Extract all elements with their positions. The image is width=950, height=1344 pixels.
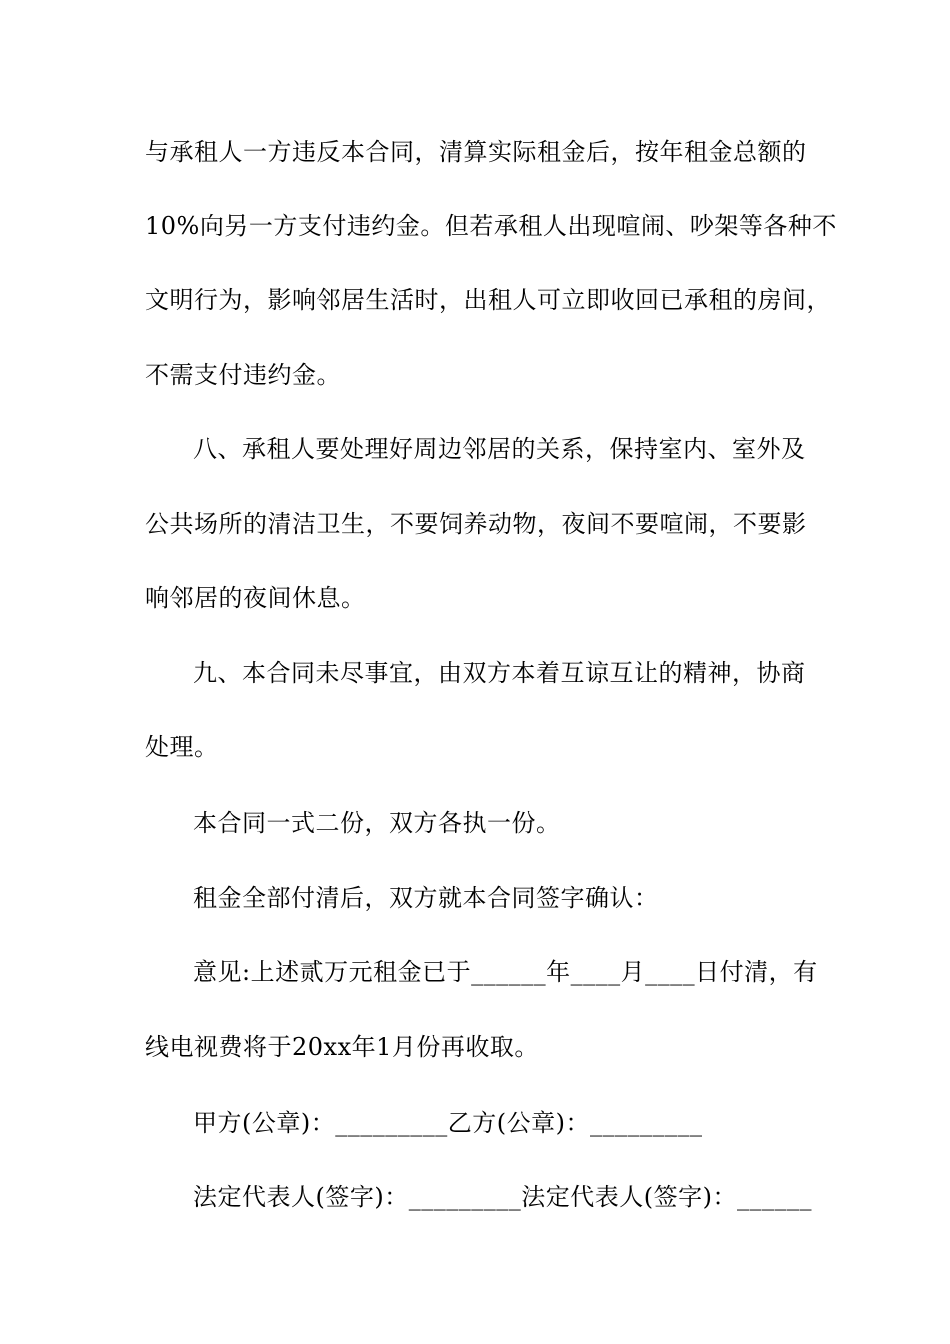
paragraph-line: 响邻居的夜间休息。 [145,584,366,612]
paragraph-line: 与承租人一方违反本合同，清算实际租金后，按年租金总额的 [145,138,807,166]
paragraph-line: 10%向另一方支付违约金。但若承租人出现喧闹、吵架等各种不 [145,212,837,240]
opinion-line: 意见:上述贰万元租金已于______年____月____日付清，有 [193,958,818,986]
party-seal-line: 甲方(公章)：_________乙方(公章)：_________ [193,1109,703,1137]
clause-8-line: 八、承租人要处理好周边邻居的关系，保持室内、室外及 [193,435,806,463]
paragraph-line: 文明行为，影响邻居生活时，出租人可立即收回已承租的房间， [145,286,831,314]
copies-statement: 本合同一式二份，双方各执一份。 [193,809,561,837]
paragraph-line: 公共场所的清洁卫生，不要饲养动物，夜间不要喧闹，不要影 [145,510,807,538]
legal-representative-line: 法定代表人(签字)：_________法定代表人(签字)：______ [193,1183,812,1211]
paragraph-line: 处理。 [145,733,219,761]
confirmation-statement: 租金全部付清后，双方就本合同签字确认： [193,884,659,912]
paragraph-line: 线电视费将于20xx年1月份再收取。 [145,1033,539,1061]
paragraph-line: 不需支付违约金。 [145,361,341,389]
clause-9-line: 九、本合同未尽事宜，由双方本着互谅互让的精神，协商 [193,659,806,687]
